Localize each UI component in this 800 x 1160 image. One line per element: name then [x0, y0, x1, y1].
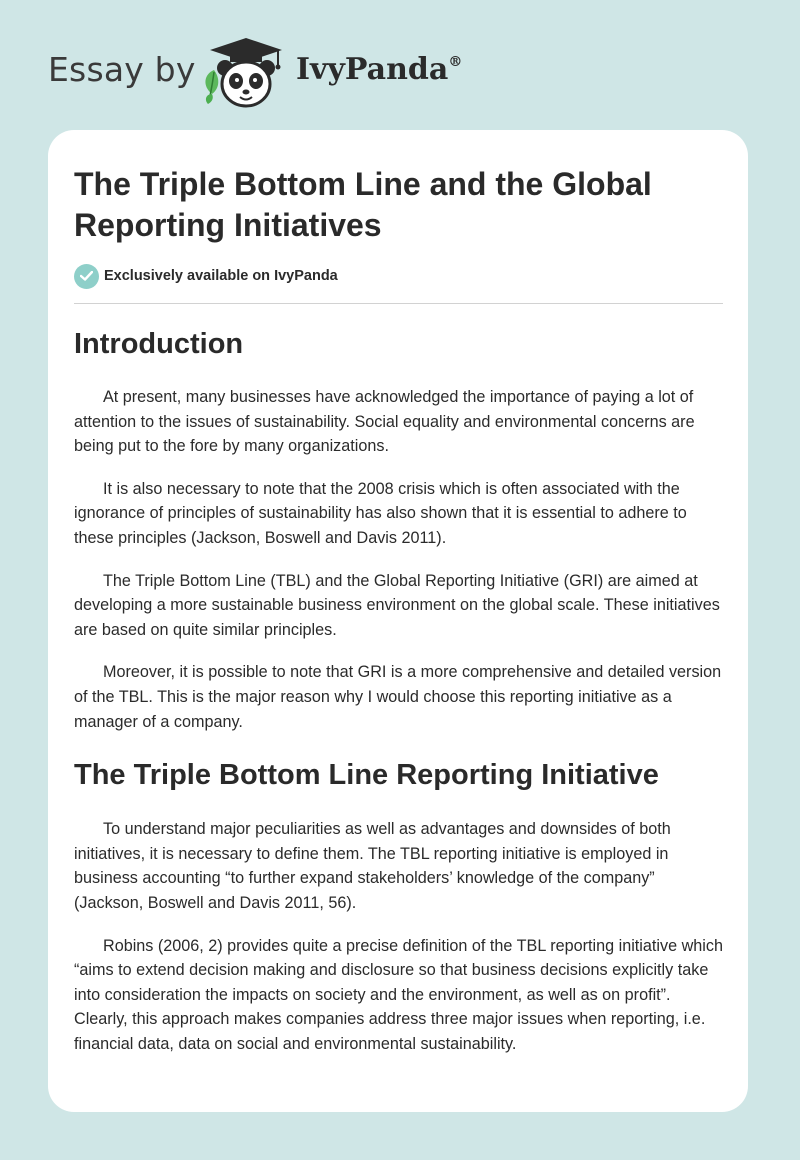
panda-graduate-icon[interactable] [200, 34, 290, 112]
leaf-icon [205, 70, 218, 104]
paragraph: Moreover, it is possible to note that GRI is a more comprehensive and detailed version of the TBL. This is the major reason why I would choose this reporting initiative as a manager of a company. [74, 663, 722, 731]
divider [74, 303, 723, 304]
exclusive-badge [74, 263, 338, 289]
paragraph: To understand major peculiarities as well as advantages and downsides of both initiatives, it is necessary to define them. The TBL reporting initiative is employed in business accounting “to further expand stakeholders’ knowledge of the company” (Jackson, Boswell and Davis 2011, 56). [74, 820, 671, 912]
essay-card [48, 130, 748, 1112]
paragraph: Robins (2006, 2) provides quite a precise definition of the TBL reporting initiative which “aims to extend decision making and disclosure so that business decisions explicitly take into consideration the impacts on society and the environment, as well as on profit”. Clearly, this approach makes companies address three major issues when reporting, i.e. financial data, data on social and environmental sustainability. [74, 936, 723, 1053]
brand-logo-text[interactable]: IvyPanda® [296, 52, 463, 87]
page-title: The Triple Bottom Line and the Global Reporting Initiatives [74, 166, 652, 243]
paragraph: The Triple Bottom Line (TBL) and the Global Reporting Initiative (GRI) are aimed at developing a more sustainable business environment on the global scale. These initiatives are based on quite similar principles. [74, 571, 720, 639]
site-header [0, 0, 800, 130]
section-heading-introduction: Introduction [74, 328, 244, 360]
essay-body [74, 326, 724, 1056]
essay-by-label: Essay by [48, 50, 196, 89]
check-icon [74, 264, 99, 289]
exclusive-label: Exclusively available on IvyPanda [104, 268, 338, 284]
section-heading-tbl: The Triple Bottom Line Reporting Initiative [74, 759, 659, 792]
paragraph: At present, many businesses have acknowledged the importance of paying a lot of attention to the issues of sustainability. Social equality and environmental concerns are being put to the fore by many organizations. [74, 388, 695, 456]
paragraph: It is also necessary to note that the 2008 crisis which is often associated with the ignorance of principles of sustainability has also shown that it is essential to adhere to these principles (Jackson, Boswell and Davis 2011). [74, 479, 687, 547]
